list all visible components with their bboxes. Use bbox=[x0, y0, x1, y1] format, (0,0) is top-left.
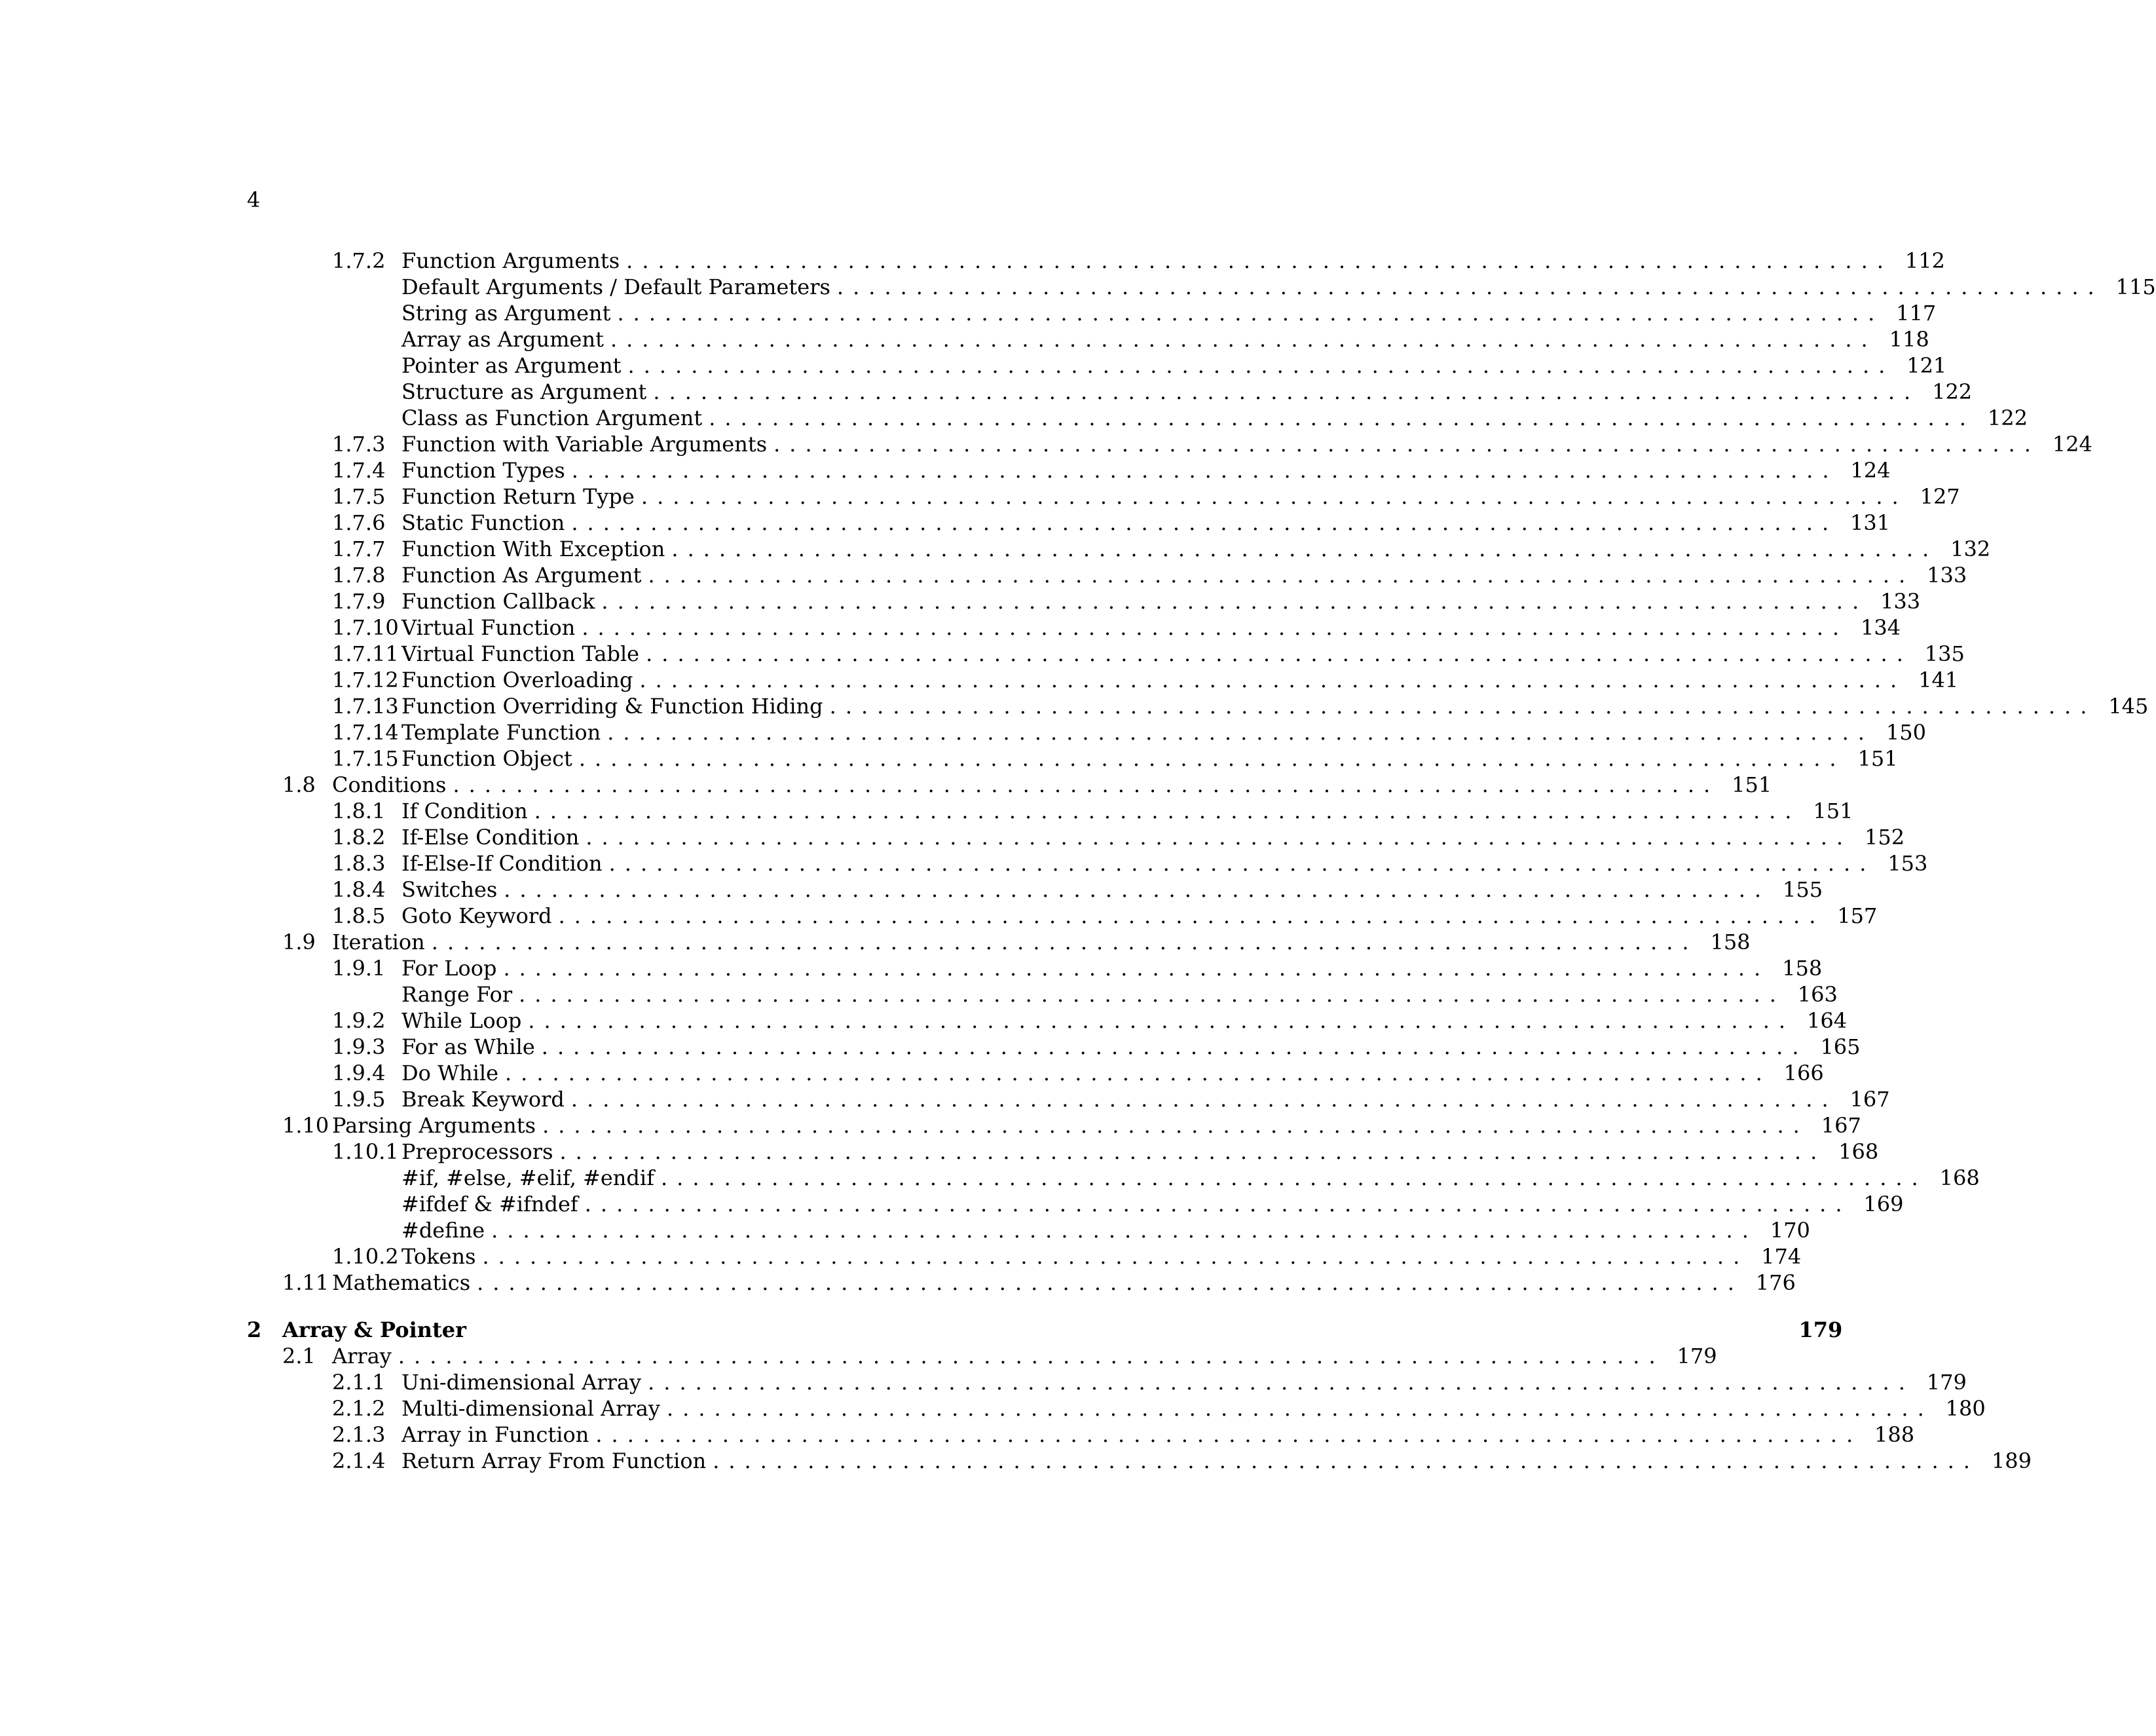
dot-leader: ................................................................................ bbox=[617, 301, 1884, 326]
dot-leader: ................................................................................ bbox=[660, 1165, 1927, 1190]
dot-leader: ................................................................................ bbox=[608, 851, 1876, 876]
toc-entry-page: 115 bbox=[2115, 274, 2156, 299]
toc-entry-title: Function Types bbox=[401, 458, 565, 483]
toc-entry-title: If Condition bbox=[401, 799, 528, 823]
dot-leader: ................................................................................ bbox=[505, 1061, 1772, 1085]
toc-entry[interactable] bbox=[247, 510, 1891, 536]
toc-entry[interactable] bbox=[247, 929, 1751, 955]
toc-entry[interactable] bbox=[247, 1165, 1980, 1191]
dot-leader: ................................................................................ bbox=[610, 327, 1877, 352]
toc-entry-page: 168 bbox=[1838, 1139, 1879, 1164]
toc-entry-title: String as Argument bbox=[401, 301, 611, 326]
toc-entry-title: Do While bbox=[401, 1061, 498, 1085]
toc-entry-page: 117 bbox=[1896, 301, 1937, 326]
toc-entry-number: 1.9.3 bbox=[332, 1034, 386, 1059]
toc-entry-number: 1.11 bbox=[282, 1270, 329, 1295]
dot-leader: ................................................................................ bbox=[646, 641, 1912, 666]
toc-entry-page: 122 bbox=[1932, 379, 1973, 404]
dot-leader: ................................................................................ bbox=[453, 772, 1720, 797]
toc-entry[interactable] bbox=[247, 457, 1891, 483]
toc-entry-title: Array & Pointer bbox=[282, 1317, 467, 1342]
dot-leader: ................................................................................ bbox=[558, 903, 1825, 928]
toc-entry-page: 133 bbox=[1927, 563, 1967, 588]
dot-leader: ................................................................................ bbox=[528, 1008, 1795, 1033]
toc-entry-title: Multi-dimensional Array bbox=[401, 1396, 660, 1421]
toc-entry-page: 152 bbox=[1865, 825, 1905, 850]
dot-leader: ................................................................................ bbox=[607, 720, 1874, 745]
toc-entry[interactable] bbox=[247, 300, 1937, 326]
toc-entry-number: 1.7.6 bbox=[332, 510, 386, 535]
table-of-contents bbox=[247, 248, 2156, 1474]
toc-entry-number: 1.7.15 bbox=[332, 746, 399, 771]
toc-entry-number: 1.9.4 bbox=[332, 1061, 386, 1085]
toc-entry-page: 131 bbox=[1850, 510, 1891, 535]
dot-leader: ................................................................................ bbox=[709, 406, 1975, 430]
toc-entry-title: Conditions bbox=[332, 772, 447, 797]
toc-entry[interactable] bbox=[247, 379, 1973, 405]
toc-entry-number: 2.1.4 bbox=[332, 1448, 386, 1473]
toc-entry-page: 133 bbox=[1880, 589, 1921, 614]
toc-entry[interactable] bbox=[247, 1034, 1861, 1060]
toc-chapter-entry[interactable] bbox=[247, 1317, 1843, 1343]
dot-leader: ................................................................................ bbox=[578, 746, 1846, 771]
toc-entry-title: Function As Argument bbox=[401, 563, 642, 588]
toc-entry-title: Virtual Function bbox=[401, 615, 576, 640]
toc-entry[interactable] bbox=[247, 274, 2156, 300]
toc-entry-title: Preprocessors bbox=[401, 1139, 553, 1164]
toc-entry-page: 155 bbox=[1782, 877, 1823, 902]
toc-entry-page: 151 bbox=[1813, 799, 1853, 823]
dot-leader: ................................................................................ bbox=[431, 930, 1698, 954]
toc-entry-number: 1.7.7 bbox=[332, 537, 386, 561]
toc-entry-page: 127 bbox=[1920, 484, 1960, 509]
dot-leader: ................................................................................ bbox=[570, 1087, 1838, 1112]
page-number: 4 bbox=[247, 187, 261, 212]
toc-entry-number: 1.7.8 bbox=[332, 563, 386, 588]
toc-entry[interactable] bbox=[247, 824, 1905, 850]
toc-entry-number: 2.1 bbox=[282, 1344, 316, 1368]
toc-entry-page: 112 bbox=[1905, 248, 1945, 273]
toc-entry-page: 132 bbox=[1950, 537, 1991, 561]
dot-leader: ................................................................................ bbox=[542, 1113, 1809, 1138]
toc-entry-number: 1.7.13 bbox=[332, 694, 399, 719]
toc-entry-page: 167 bbox=[1849, 1087, 1890, 1112]
dot-leader: ................................................................................ bbox=[595, 1422, 1863, 1447]
toc-entry[interactable] bbox=[247, 877, 1823, 903]
dot-leader: ................................................................................ bbox=[648, 563, 1915, 588]
toc-entry-title: Template Function bbox=[401, 720, 601, 745]
toc-entry-page: 150 bbox=[1886, 720, 1926, 745]
toc-entry-page: 122 bbox=[1987, 406, 2028, 430]
toc-entry-page: 141 bbox=[1918, 668, 1959, 692]
toc-entry[interactable] bbox=[247, 248, 1945, 274]
dot-leader: ................................................................................ bbox=[773, 432, 2040, 457]
toc-entry-number: 1.8.5 bbox=[332, 903, 386, 928]
toc-entry[interactable] bbox=[247, 719, 1926, 745]
dot-leader: ................................................................................ bbox=[713, 1448, 1979, 1473]
toc-entry-number: 1.7.9 bbox=[332, 589, 386, 614]
toc-entry-title: Structure as Argument bbox=[401, 379, 647, 404]
toc-entry-number: 1.8.1 bbox=[332, 799, 386, 823]
toc-entry-title: Uni-dimensional Array bbox=[401, 1370, 642, 1395]
toc-entry-title: Class as Function Argument bbox=[401, 406, 703, 430]
dot-leader: ................................................................................ bbox=[601, 589, 1868, 614]
toc-entry-page: 166 bbox=[1783, 1061, 1824, 1085]
toc-entry[interactable] bbox=[247, 326, 1929, 352]
dot-leader: ................................................................................ bbox=[626, 248, 1893, 273]
toc-entry-page: 151 bbox=[1857, 746, 1898, 771]
toc-entry-page: 167 bbox=[1821, 1113, 1861, 1138]
toc-entry[interactable] bbox=[247, 1270, 1796, 1296]
toc-entry-title: Pointer as Argument bbox=[401, 353, 622, 378]
toc-entry-page: 179 bbox=[1677, 1344, 1717, 1368]
toc-entry[interactable] bbox=[247, 1422, 1915, 1448]
toc-entry-page: 153 bbox=[1887, 851, 1928, 876]
toc-entry-title: Virtual Function Table bbox=[401, 641, 640, 666]
toc-entry[interactable] bbox=[247, 1112, 1861, 1139]
toc-entry[interactable] bbox=[247, 693, 2149, 719]
toc-entry[interactable] bbox=[247, 641, 1965, 667]
toc-entry[interactable] bbox=[247, 850, 1928, 877]
toc-entry-title: Break Keyword bbox=[401, 1087, 565, 1112]
toc-entry-page: 164 bbox=[1807, 1008, 1848, 1033]
toc-entry-page: 124 bbox=[1850, 458, 1891, 483]
toc-entry-title: Static Function bbox=[401, 510, 565, 535]
toc-entry[interactable] bbox=[247, 483, 1960, 510]
toc-entry-title: If-Else-If Condition bbox=[401, 851, 603, 876]
toc-entry[interactable] bbox=[247, 772, 1772, 798]
toc-entry[interactable] bbox=[247, 1139, 1879, 1165]
toc-entry[interactable] bbox=[247, 1060, 1824, 1086]
toc-entry-title: Function Object bbox=[401, 746, 572, 771]
toc-entry[interactable] bbox=[247, 588, 1921, 614]
toc-entry[interactable] bbox=[247, 955, 1823, 981]
toc-entry-number: 1.7.5 bbox=[332, 484, 386, 509]
toc-entry-title: #if, #else, #elif, #endif bbox=[401, 1165, 654, 1190]
dot-leader: ................................................................................ bbox=[559, 1139, 1827, 1164]
toc-entry-page: 163 bbox=[1797, 982, 1838, 1007]
dot-leader: ................................................................................ bbox=[477, 1270, 1743, 1295]
toc-entry-page: 179 bbox=[1926, 1370, 1967, 1395]
toc-entry[interactable] bbox=[247, 1008, 1848, 1034]
toc-entry[interactable] bbox=[247, 1243, 1802, 1270]
dot-leader: ................................................................................ bbox=[641, 484, 1908, 509]
toc-entry[interactable] bbox=[247, 903, 1878, 929]
toc-entry-number: 2.1.1 bbox=[332, 1370, 386, 1395]
toc-entry-number: 1.9.2 bbox=[332, 1008, 386, 1033]
toc-entry-title: Function Callback bbox=[401, 589, 595, 614]
toc-entry-title: Function Overriding & Function Hiding bbox=[401, 694, 823, 719]
toc-entry-page: 180 bbox=[1945, 1396, 1986, 1421]
toc-entry-page: 176 bbox=[1755, 1270, 1796, 1295]
toc-entry-page: 135 bbox=[1924, 641, 1965, 666]
toc-entry-title: Function with Variable Arguments bbox=[401, 432, 768, 457]
dot-leader: ................................................................................ bbox=[639, 668, 1906, 692]
toc-entry[interactable] bbox=[247, 405, 2028, 431]
toc-entry-number: 1.7.12 bbox=[332, 668, 399, 692]
toc-entry-title: Function Overloading bbox=[401, 668, 633, 692]
toc-entry-number: 1.10.2 bbox=[332, 1244, 399, 1269]
toc-entry[interactable] bbox=[247, 431, 2092, 457]
toc-entry-title: Iteration bbox=[332, 930, 425, 954]
toc-entry[interactable] bbox=[247, 352, 1947, 379]
toc-entry-number: 1.7.11 bbox=[332, 641, 399, 666]
toc-entry-number: 1.9.5 bbox=[332, 1087, 386, 1112]
toc-entry[interactable] bbox=[247, 667, 1959, 693]
dot-leader: ................................................................................ bbox=[482, 1244, 1749, 1269]
toc-entry-number: 2.1.2 bbox=[332, 1396, 386, 1421]
toc-entry-number: 1.9.1 bbox=[332, 956, 386, 981]
dot-leader: ................................................................................ bbox=[503, 956, 1770, 981]
toc-entry-page: 179 bbox=[1798, 1317, 1843, 1342]
toc-entry-page: 121 bbox=[1906, 353, 1947, 378]
dot-leader: ................................................................................ bbox=[491, 1218, 1758, 1243]
toc-entry-page: 134 bbox=[1861, 615, 1901, 640]
dot-leader: ................................................................................ bbox=[648, 1370, 1914, 1395]
dot-leader: ................................................................................ bbox=[571, 510, 1838, 535]
toc-entry-title: Array bbox=[332, 1344, 392, 1368]
dot-leader: ................................................................................ bbox=[829, 694, 2096, 719]
toc-entry-page: 124 bbox=[2052, 432, 2092, 457]
toc-entry-title: #define bbox=[401, 1218, 485, 1243]
toc-entry-page: 174 bbox=[1761, 1244, 1802, 1269]
toc-entry-number: 1.8 bbox=[282, 772, 316, 797]
toc-entry[interactable] bbox=[247, 1191, 1904, 1217]
toc-entry-title: Tokens bbox=[401, 1244, 476, 1269]
toc-entry[interactable] bbox=[247, 1448, 2032, 1474]
toc-entry-title: Mathematics bbox=[332, 1270, 471, 1295]
toc-entry-page: 170 bbox=[1770, 1218, 1810, 1243]
toc-entry-number: 1.7.2 bbox=[332, 248, 386, 273]
toc-entry-number: 1.9 bbox=[282, 930, 316, 954]
toc-entry-number: 1.7.3 bbox=[332, 432, 386, 457]
dot-leader: ................................................................................ bbox=[653, 379, 1920, 404]
toc-entry-page: 169 bbox=[1863, 1192, 1904, 1217]
toc-entry[interactable] bbox=[247, 1343, 1717, 1369]
toc-entry-title: Array as Argument bbox=[401, 327, 604, 352]
toc-entry-page: 158 bbox=[1710, 930, 1751, 954]
toc-entry-number: 1.8.2 bbox=[332, 825, 386, 850]
toc-entry-number: 1.10 bbox=[282, 1113, 329, 1138]
toc-entry-title: Function With Exception bbox=[401, 537, 665, 561]
toc-entry-title: Parsing Arguments bbox=[332, 1113, 536, 1138]
toc-entry[interactable] bbox=[247, 614, 1901, 641]
dot-leader: ................................................................................ bbox=[671, 537, 1939, 561]
toc-entry-number: 1.10.1 bbox=[332, 1139, 399, 1164]
dot-leader: ................................................................................ bbox=[571, 458, 1838, 483]
toc-entry[interactable] bbox=[247, 1395, 1986, 1422]
toc-entry-number: 1.8.4 bbox=[332, 877, 386, 902]
toc-entry-title: Range For bbox=[401, 982, 513, 1007]
toc-entry-title: Default Arguments / Default Parameters bbox=[401, 274, 830, 299]
dot-leader: ................................................................................ bbox=[519, 982, 1785, 1007]
toc-entry-page: 145 bbox=[2108, 694, 2149, 719]
toc-entry[interactable] bbox=[247, 981, 1838, 1008]
toc-entry[interactable] bbox=[247, 562, 1967, 588]
toc-entry-title: For as While bbox=[401, 1034, 535, 1059]
toc-entry-number: 2.1.3 bbox=[332, 1422, 386, 1447]
toc-entry-title: Function Return Type bbox=[401, 484, 635, 509]
dot-leader: ................................................................................ bbox=[541, 1034, 1808, 1059]
toc-entry-title: Goto Keyword bbox=[401, 903, 552, 928]
toc-entry-page: 165 bbox=[1820, 1034, 1861, 1059]
toc-entry-page: 157 bbox=[1837, 903, 1878, 928]
toc-entry-page: 158 bbox=[1782, 956, 1823, 981]
toc-entry[interactable] bbox=[247, 1086, 1890, 1112]
dot-leader: ................................................................................ bbox=[627, 353, 1895, 378]
toc-entry-title: While Loop bbox=[401, 1008, 522, 1033]
dot-leader: ................................................................................ bbox=[836, 274, 2104, 299]
dot-leader: ................................................................................ bbox=[585, 825, 1853, 850]
toc-entry-title: Switches bbox=[401, 877, 498, 902]
toc-entry-number: 1.7.4 bbox=[332, 458, 386, 483]
toc-entry-number: 1.8.3 bbox=[332, 851, 386, 876]
toc-entry-page: 118 bbox=[1889, 327, 1929, 352]
toc-entry[interactable] bbox=[247, 536, 1991, 562]
toc-entry[interactable] bbox=[247, 798, 1853, 824]
toc-entry[interactable] bbox=[247, 1217, 1810, 1243]
dot-leader: ................................................................................ bbox=[584, 1192, 1851, 1217]
dot-leader: ................................................................................ bbox=[667, 1396, 1933, 1421]
toc-entry-title: For Loop bbox=[401, 956, 497, 981]
toc-entry-title: Function Arguments bbox=[401, 248, 620, 273]
toc-entry-page: 189 bbox=[1991, 1448, 2032, 1473]
dot-leader: ................................................................................ bbox=[398, 1344, 1665, 1368]
toc-entry[interactable] bbox=[247, 1369, 1967, 1395]
toc-entry-number: 1.7.14 bbox=[332, 720, 399, 745]
toc-entry-title: Return Array From Function bbox=[401, 1448, 707, 1473]
dot-leader: ................................................................................ bbox=[582, 615, 1849, 640]
toc-entry-number: 1.7.10 bbox=[332, 615, 399, 640]
toc-entry-title: #ifdef & #ifndef bbox=[401, 1192, 578, 1217]
toc-entry[interactable] bbox=[247, 745, 1898, 772]
dot-leader: ................................................................................ bbox=[534, 799, 1801, 823]
toc-entry-title: Array in Function bbox=[401, 1422, 589, 1447]
toc-entry-page: 188 bbox=[1874, 1422, 1915, 1447]
dot-leader: ................................................................................ bbox=[504, 877, 1771, 902]
toc-entry-number: 2 bbox=[247, 1317, 262, 1342]
toc-entry-title: If-Else Condition bbox=[401, 825, 580, 850]
toc-entry-page: 151 bbox=[1732, 772, 1772, 797]
toc-entry-page: 168 bbox=[1939, 1165, 1980, 1190]
